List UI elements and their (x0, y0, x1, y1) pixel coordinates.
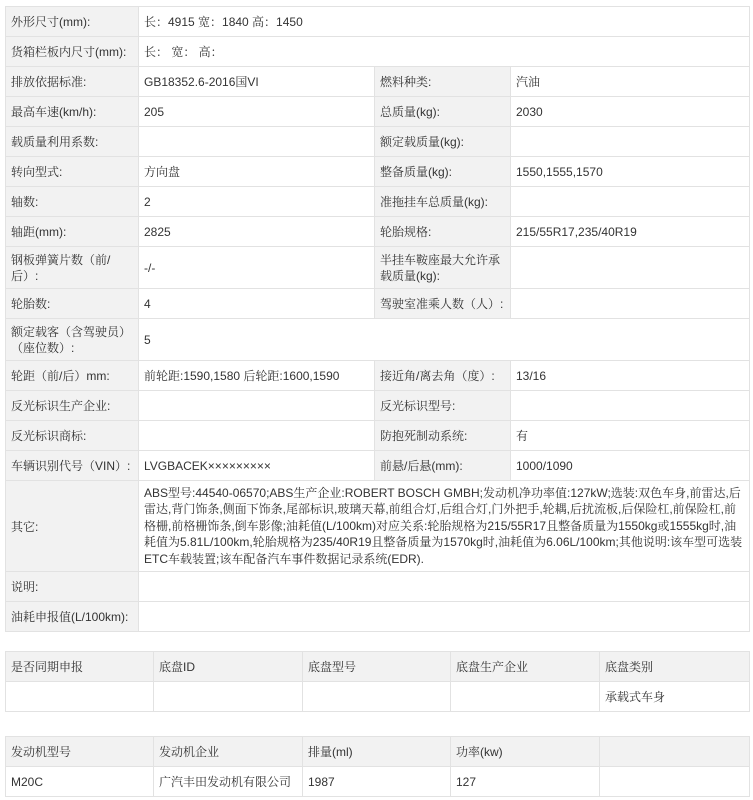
spec-row-load (6, 127, 750, 157)
chassis-cell (303, 682, 451, 712)
trailermass-label: 准拖挂车总质量(kg): (375, 187, 511, 217)
chassis-cell: 承载式车身 (600, 682, 750, 712)
fuelcons-value (139, 602, 750, 632)
spec-row-reflector (6, 391, 750, 421)
reflector-brand-value (139, 421, 375, 451)
spec-row-cargo (6, 37, 750, 67)
emission-value: GB18352.6-2016国VI (139, 67, 375, 97)
engine-header-cell (600, 737, 750, 767)
spec-row-seats (6, 319, 750, 361)
spec-row-axles (6, 187, 750, 217)
tirecount-label: 轮胎数: (6, 289, 139, 319)
spec-row-tirecount (6, 289, 750, 319)
reflector-model-label: 反光标识型号: (375, 391, 511, 421)
angles-value: 13/16 (511, 361, 750, 391)
other-value: ABS型号:44540-06570;ABS生产企业:ROBERT BOSCH GMBH;发动机净功率值:127kW;选装:双色车身,前雷达,后雷达,背门饰条,侧面下饰条,尾部标识,玻璃天幕,前组合灯,后组合灯,门外把手,轮耦,后扰流板,后保险杠,前保险杠,前格栅,前格栅饰条,倒车影像;油耗值(L/100km)对应关系:轮胎规格为215/55R17且整备质量为1550kg或1555kg时,油耗值为5.81L/100km,轮胎规格为235/40R19且整备质量为1570kg时,油耗值为6.06L/100km;其他说明:该车型可选装ETC车载装置;该车配备汽车事件数据记录系统(EDR). (139, 481, 750, 572)
angles-label: 接近角/离去角（度）: (375, 361, 511, 391)
seats-value: 5 (139, 319, 750, 361)
cabpassengers-value (511, 289, 750, 319)
engine-cell: 127 (451, 767, 600, 797)
saddle-label: 半挂车鞍座最大允许承载质量(kg): (375, 247, 511, 289)
springs-label: 钢板弹簧片数（前/后）: (6, 247, 139, 289)
spec-row-vin (6, 451, 750, 481)
totalmass-label: 总质量(kg): (375, 97, 511, 127)
table-row (6, 682, 750, 712)
spec-row-springs (6, 247, 750, 289)
fuelcons-label: 油耗申报值(L/100km): (6, 602, 139, 632)
tire-label: 轮胎规格: (375, 217, 511, 247)
note-label: 说明: (6, 572, 139, 602)
chassis-table (5, 651, 750, 712)
engine-table (5, 736, 750, 797)
axles-value: 2 (139, 187, 375, 217)
engine-header-row (6, 737, 750, 767)
curbmass-label: 整备质量(kg): (375, 157, 511, 187)
ratedload-value (511, 127, 750, 157)
maxspeed-label: 最高车速(km/h): (6, 97, 139, 127)
table-row (6, 767, 750, 797)
overhang-value: 1000/1090 (511, 451, 750, 481)
track-value: 前轮距:1590,1580 后轮距:1600,1590 (139, 361, 375, 391)
ratedload-label: 额定载质量(kg): (375, 127, 511, 157)
wheelbase-value: 2825 (139, 217, 375, 247)
engine-header-cell: 排量(ml) (303, 737, 451, 767)
spec-row-steering (6, 157, 750, 187)
reflector-brand-label: 反光标识商标: (6, 421, 139, 451)
chassis-header-cell: 底盘生产企业 (451, 652, 600, 682)
steering-label: 转向型式: (6, 157, 139, 187)
spec-row-speed (6, 97, 750, 127)
chassis-cell (154, 682, 303, 712)
axles-label: 轴数: (6, 187, 139, 217)
steering-value: 方向盘 (139, 157, 375, 187)
chassis-header-cell: 底盘ID (154, 652, 303, 682)
engine-cell: M20C (6, 767, 154, 797)
emission-label: 排放依据标准: (6, 67, 139, 97)
tire-value: 215/55R17,235/40R19 (511, 217, 750, 247)
spec-row-note (6, 572, 750, 602)
fuel-value: 汽油 (511, 67, 750, 97)
loadfactor-label: 载质量利用系数: (6, 127, 139, 157)
chassis-header-cell: 是否同期申报 (6, 652, 154, 682)
engine-header-cell: 功率(kw) (451, 737, 600, 767)
maxspeed-value: 205 (139, 97, 375, 127)
other-label: 其它: (6, 481, 139, 572)
reflector-maker-value (139, 391, 375, 421)
tirecount-value: 4 (139, 289, 375, 319)
cargo-value: 长： 宽： 高： (139, 37, 750, 67)
spec-row-wheelbase (6, 217, 750, 247)
engine-header-cell: 发动机型号 (6, 737, 154, 767)
spec-row-emission (6, 67, 750, 97)
vin-value: LVGBACEK××××××××× (139, 451, 375, 481)
dimensions-value: 长：4915 宽：1840 高：1450 (139, 7, 750, 37)
dimensions-label: 外形尺寸(mm): (6, 7, 139, 37)
arrow-right-icon (731, 737, 749, 767)
abs-label: 防抱死制动系统: (375, 421, 511, 451)
chassis-header-cell: 底盘类别 (600, 652, 750, 682)
spec-row-fuelcons (6, 602, 750, 632)
chassis-header-cell: 底盘型号 (303, 652, 451, 682)
spec-row-track (6, 361, 750, 391)
chassis-header-row (6, 652, 750, 682)
fuel-label: 燃料种类: (375, 67, 511, 97)
abs-value: 有 (511, 421, 750, 451)
trailermass-value (511, 187, 750, 217)
springs-value: -/- (139, 247, 375, 289)
engine-header-cell: 发动机企业 (154, 737, 303, 767)
spec-row-other (6, 481, 750, 572)
reflector-model-value (511, 391, 750, 421)
chassis-cell (6, 682, 154, 712)
note-value (139, 572, 750, 602)
overhang-label: 前悬/后悬(mm): (375, 451, 511, 481)
vehicle-spec-table (5, 6, 750, 632)
seats-label: 额定载客（含驾驶员）（座位数）: (6, 319, 139, 361)
vin-label: 车辆识别代号（VIN）: (6, 451, 139, 481)
loadfactor-value (139, 127, 375, 157)
engine-cell: 广汽丰田发动机有限公司 (154, 767, 303, 797)
engine-cell: 1987 (303, 767, 451, 797)
track-label: 轮距（前/后）mm: (6, 361, 139, 391)
totalmass-value: 2030 (511, 97, 750, 127)
reflector-maker-label: 反光标识生产企业: (6, 391, 139, 421)
spec-row-brand (6, 421, 750, 451)
wheelbase-label: 轴距(mm): (6, 217, 139, 247)
curbmass-value: 1550,1555,1570 (511, 157, 750, 187)
saddle-value (511, 247, 750, 289)
chassis-cell (451, 682, 600, 712)
engine-cell (600, 767, 750, 797)
spec-row-dimensions (6, 7, 750, 37)
cabpassengers-label: 驾驶室准乘人数（人）: (375, 289, 511, 319)
cargo-label: 货箱栏板内尺寸(mm): (6, 37, 139, 67)
